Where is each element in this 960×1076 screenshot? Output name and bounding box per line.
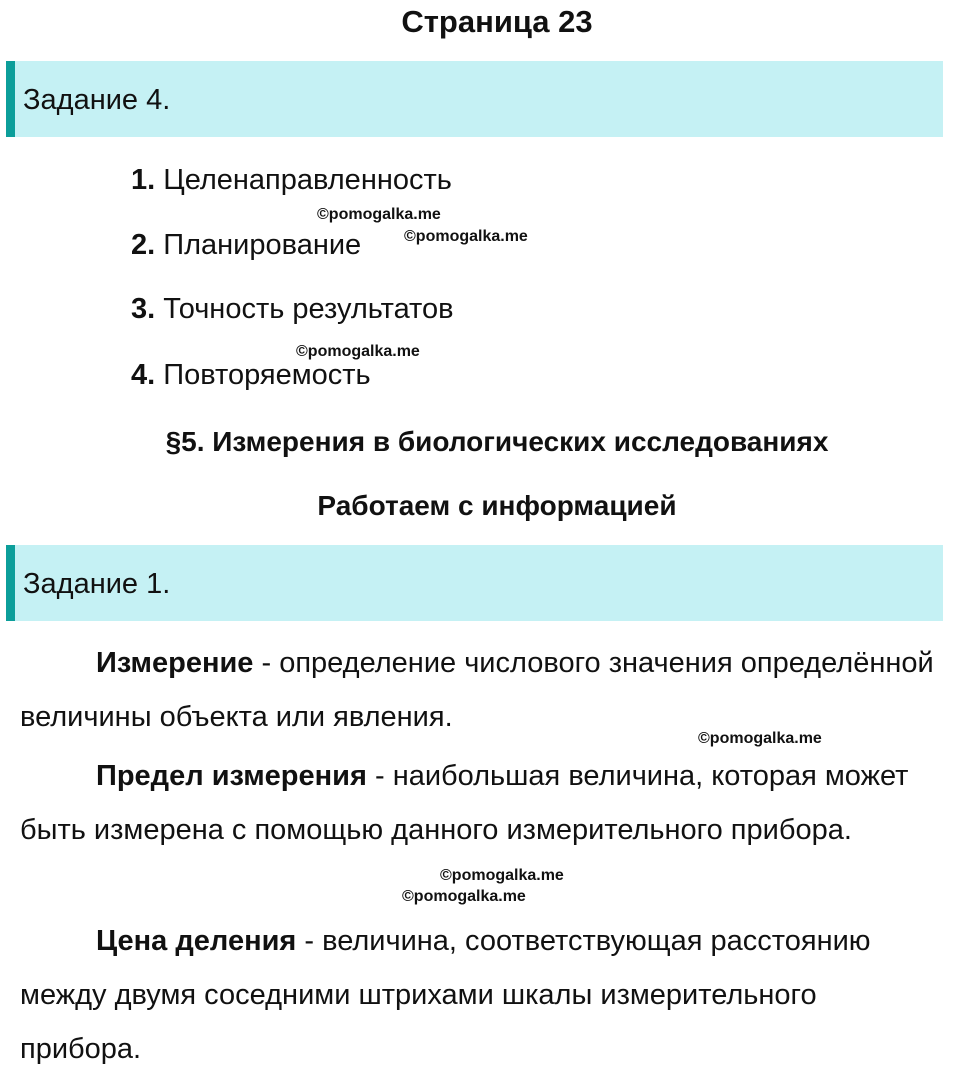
- page-title: Страница 23: [401, 4, 593, 39]
- definition-text: - наибольшая величина, которая может быть измерена с помощью данного измерительного прибора.: [20, 760, 909, 846]
- subheading: Работаем с информацией: [317, 490, 677, 521]
- watermark: ©pomogalka.me: [296, 343, 420, 360]
- list-item-number: 2.: [131, 229, 156, 261]
- list-item: [131, 291, 454, 327]
- task-1-header: [6, 545, 943, 621]
- list-item-text: Точность результатов: [163, 293, 454, 325]
- list-item: [131, 162, 452, 198]
- definition-text: - определение числового значения определённой величины объекта или явления.: [20, 647, 934, 733]
- list-item: [131, 227, 361, 263]
- task-4-title: Задание 4.: [23, 84, 171, 116]
- definition-term: Предел измерения: [96, 760, 367, 792]
- definition-paragraph: [20, 636, 945, 744]
- watermark: ©pomogalka.me: [317, 206, 441, 223]
- definition-text: - величина, соответствующая расстоянию между двумя соседними штрихами шкалы измерительного прибора.: [20, 925, 871, 1065]
- definition-term: Цена деления: [96, 925, 297, 957]
- list-item-number: 3.: [131, 293, 156, 325]
- definition-paragraph: [20, 914, 945, 1076]
- list-item-number: 1.: [131, 164, 156, 196]
- definition-term: Измерение: [96, 647, 254, 679]
- watermark: ©pomogalka.me: [440, 867, 564, 884]
- definition-paragraph: [20, 749, 945, 857]
- list-item-text: Планирование: [163, 229, 362, 261]
- list-item-text: Повторяемость: [163, 359, 371, 391]
- list-item-text: Целенаправленность: [163, 164, 452, 196]
- task-1-title: Задание 1.: [23, 568, 171, 600]
- watermark: ©pomogalka.me: [698, 730, 822, 747]
- watermark: ©pomogalka.me: [402, 888, 526, 905]
- section-heading: §5. Измерения в биологических исследованиях: [165, 426, 829, 457]
- list-item-number: 4.: [131, 359, 156, 391]
- watermark: ©pomogalka.me: [404, 228, 528, 245]
- list-item: [131, 357, 371, 393]
- task-4-header: [6, 61, 943, 137]
